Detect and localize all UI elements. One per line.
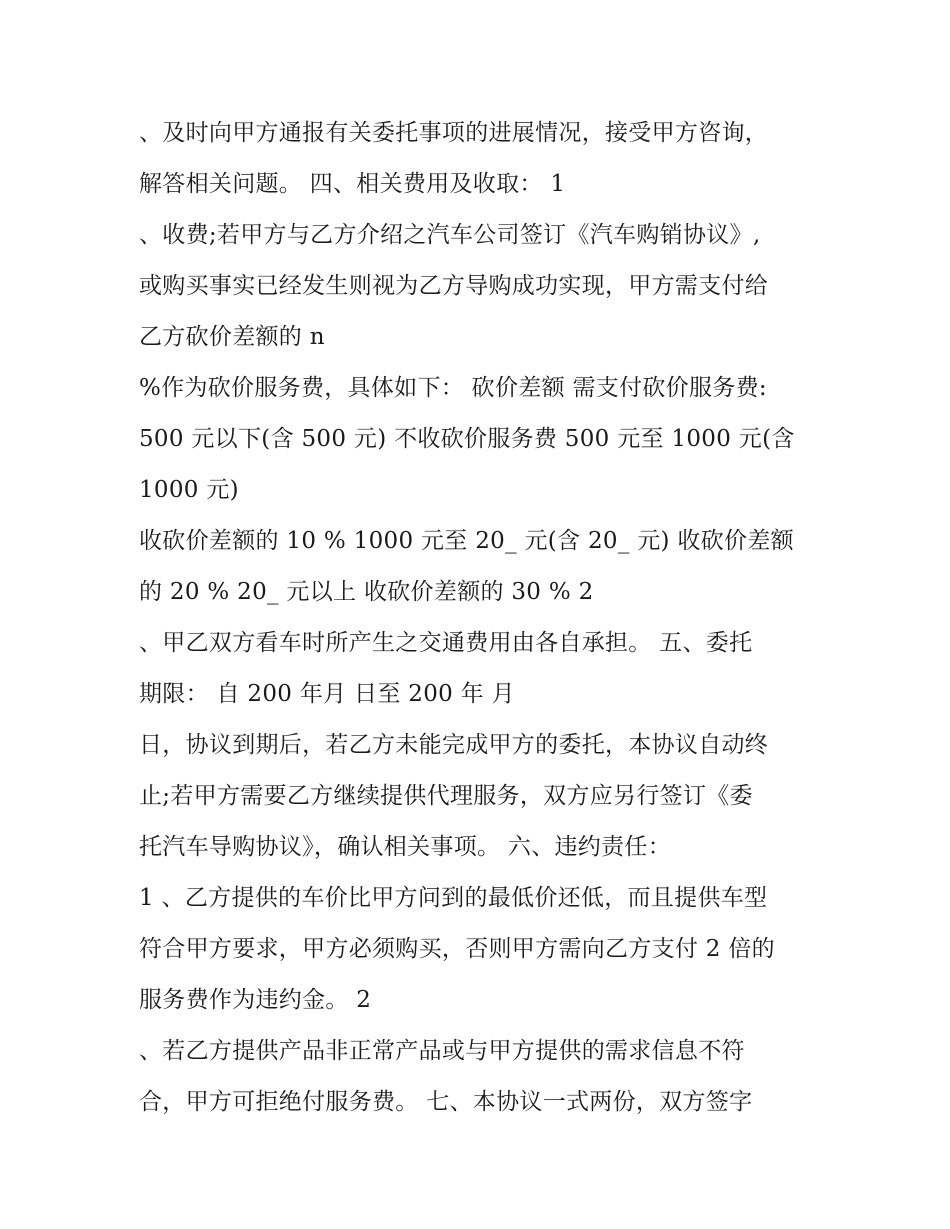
text-line-14: 止;若甲方需要乙方继续提供代理服务，双方应另行签订《委 <box>139 783 753 809</box>
text-line-18: 服务费作为违约金。 2 <box>139 987 372 1013</box>
text-line-8: 1000 元) <box>139 477 239 503</box>
agreement-body-text <box>139 108 829 1128</box>
text-line-19: 、若乙方提供产品非正常产品或与甲方提供的需求信息不符 <box>139 1038 745 1064</box>
text-line-12: 期限： 自 200 年月 日至 200 年 月 <box>139 681 515 707</box>
text-line-9: 收砍价差额的 10 % 1000 元至 20_ 元(含 20_ 元) 收砍价差额 <box>139 528 794 554</box>
text-line-10: 的 20 % 20_ 元以上 收砍价差额的 30 % 2 <box>139 579 594 605</box>
text-line-2: 解答相关问题。 四、相关费用及收取： 1 <box>139 171 566 197</box>
text-line-15: 托汽车导购协议》，确认相关事项。 六、违约责任： <box>139 834 672 860</box>
text-line-20: 合，甲方可拒绝付服务费。 七、本协议一式两份，双方签字 <box>139 1089 753 1115</box>
text-line-3: 、收费;若甲方与乙方介绍之汽车公司签订《汽车购销协议》, <box>139 222 761 248</box>
text-line-4: 或购买事实已经发生则视为乙方导购成功实现，甲方需支付给 <box>139 273 769 299</box>
text-line-13: 日，协议到期后，若乙方未能完成甲方的委托，本协议自动终 <box>139 732 769 758</box>
text-line-5: 乙方砍价差额的 n <box>139 324 325 350</box>
text-line-7: 500 元以下(含 500 元) 不收砍价服务费 500 元至 1000 元(含 <box>139 426 795 452</box>
text-line-6: %作为砍价服务费，具体如下： 砍价差额 需支付砍价服务费: <box>139 375 767 401</box>
text-line-16: 1 、乙方提供的车价比甲方问到的最低价还低，而且提供车型 <box>139 885 768 911</box>
text-line-11: 、甲乙双方看车时所产生之交通费用由各自承担。 五、委托 <box>139 630 753 656</box>
text-line-1: 、及时向甲方通报有关委托事项的进展情况，接受甲方咨询， <box>139 120 769 146</box>
text-line-17: 符合甲方要求，甲方必须购买，否则甲方需向乙方支付 2 倍的 <box>139 936 775 962</box>
